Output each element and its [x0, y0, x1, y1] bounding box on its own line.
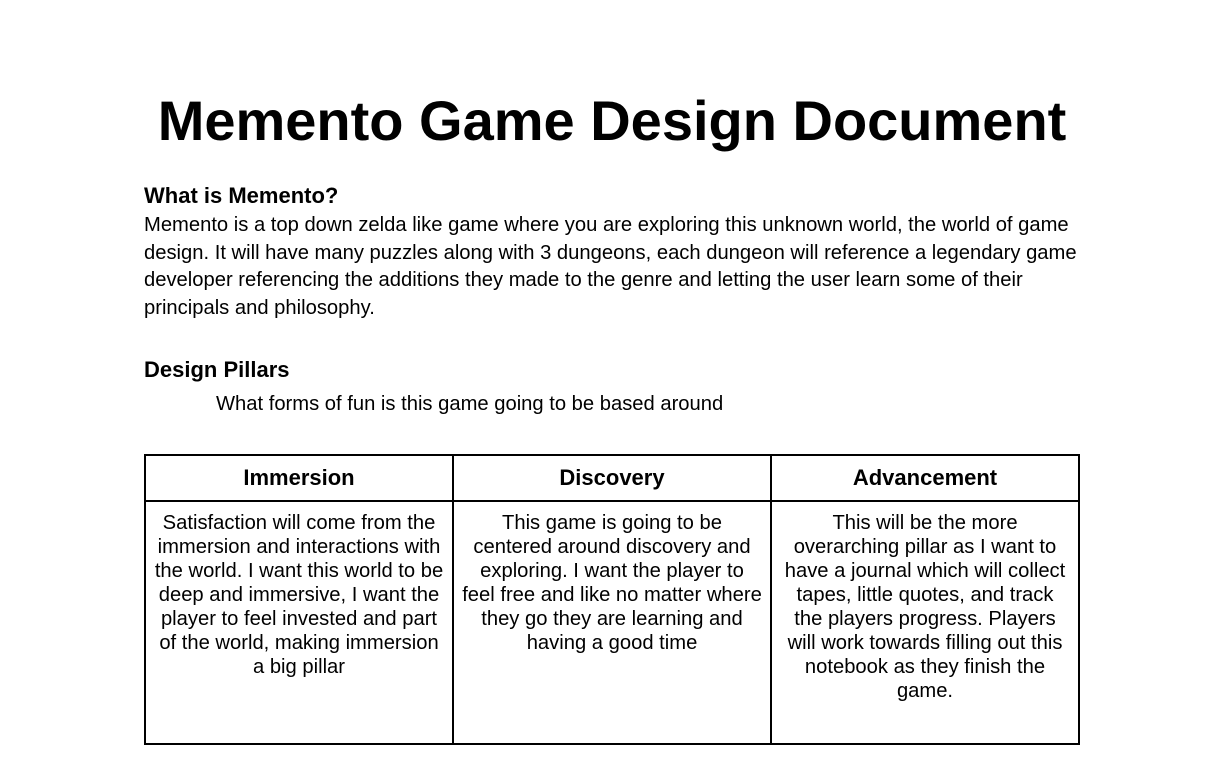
- what-is-heading: What is Memento?: [144, 183, 339, 208]
- pillar-header-advancement: Advancement: [771, 455, 1079, 501]
- table-header-row: [145, 455, 1079, 501]
- design-pillars-heading: Design Pillars: [144, 357, 290, 382]
- design-pillars-subtitle: What forms of fun is this game going to be based around: [216, 393, 724, 415]
- pillar-body-advancement: This will be the more overarching pillar as I want to have a journal which will collect tapes, little quotes, and track the players progress. Players will work towards filling out this notebook as they finish the game.: [771, 501, 1079, 744]
- pillar-body-immersion: Satisfaction will come from the immersion and interactions with the world. I want this world to be deep and immersive, I want the player to feel invested and part of the world, making immersion a big pillar: [145, 501, 453, 744]
- what-is-body: Memento is a top down zelda like game where you are exploring this unknown world, the world of game design. It will have many puzzles along with 3 dungeons, each dungeon will reference a legendary game developer referencing the additions they made to the genre and letting the user learn some of their principals and philosophy.: [144, 214, 1077, 319]
- design-pillars-table: [144, 454, 1080, 745]
- table-row: [145, 501, 1079, 744]
- pillar-header-immersion: Immersion: [145, 455, 453, 501]
- pillar-header-discovery: Discovery: [453, 455, 771, 501]
- document-title: Memento Game Design Document: [157, 89, 1067, 152]
- pillar-body-discovery: This game is going to be centered around discovery and exploring. I want the player to feel free and like no matter where they go they are learning and having a good time: [453, 501, 771, 744]
